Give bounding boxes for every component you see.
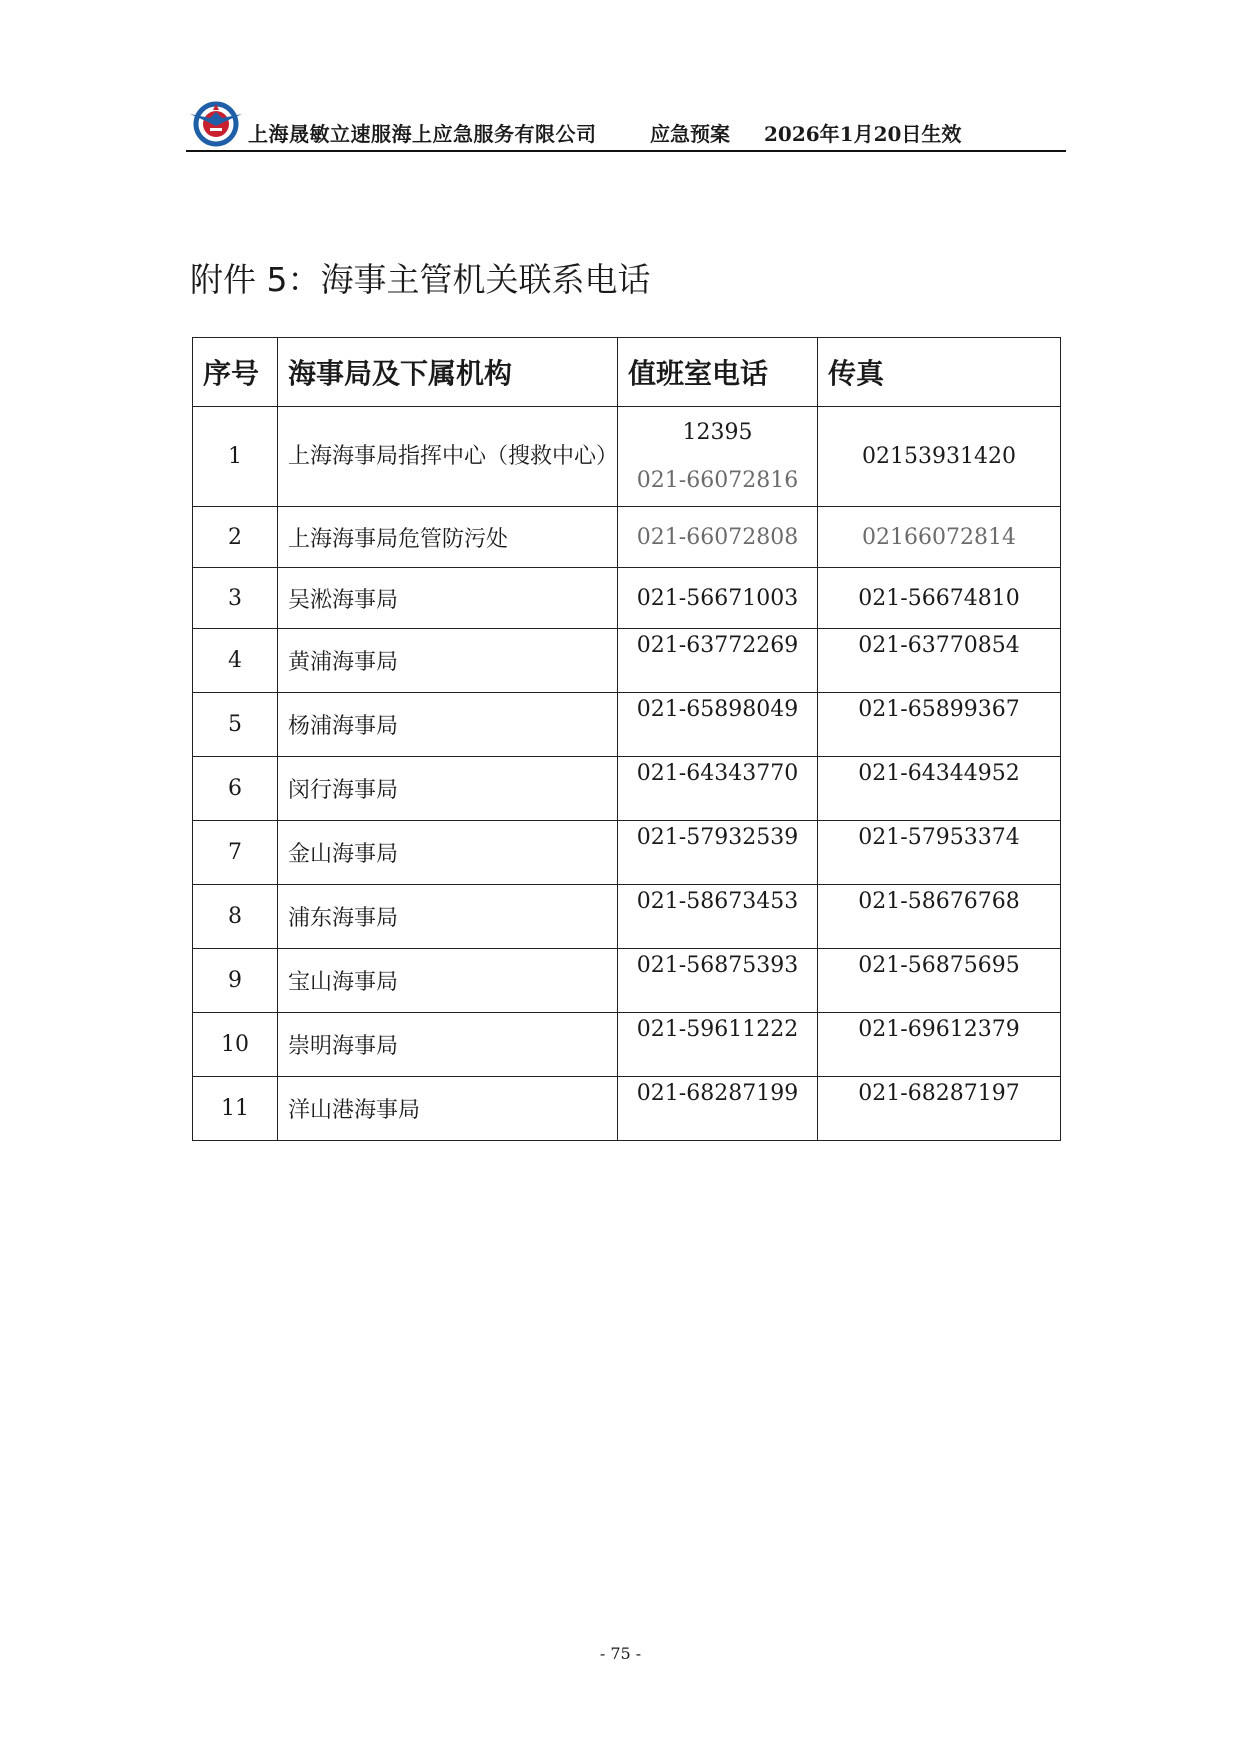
table-row: [193, 507, 1061, 568]
header-document-type: 应急预案: [650, 122, 730, 146]
duty-phone: 021-64343770: [618, 757, 818, 821]
row-number: 8: [193, 885, 278, 949]
table-row: [193, 1013, 1061, 1077]
row-number: 5: [193, 693, 278, 757]
org-name: 吴淞海事局: [278, 568, 618, 629]
duty-phone: 021-58673453: [618, 885, 818, 949]
org-name: [278, 407, 618, 507]
duty-phone-primary: 12395: [682, 419, 753, 445]
duty-phone: 021-68287199: [618, 1077, 818, 1141]
duty-phone-secondary: 021-66072816: [636, 467, 799, 493]
page-number: - 75 -: [599, 1644, 642, 1663]
column-header-fax: 传真: [818, 338, 1061, 407]
column-header-tel: 值班室电话: [618, 338, 818, 407]
fax-number: 021-65899367: [818, 693, 1061, 757]
fax-number: 021-69612379: [818, 1013, 1061, 1077]
table-row: [193, 1077, 1061, 1141]
company-logo-icon: [186, 92, 242, 148]
table-row: [193, 568, 1061, 629]
row-number: 11: [193, 1077, 278, 1141]
fax-number: 021-58676768: [818, 885, 1061, 949]
org-name: 金山海事局: [278, 821, 618, 885]
header-company-name: 上海晟敏立速服海上应急服务有限公司: [248, 122, 597, 146]
org-name: 宝山海事局: [278, 949, 618, 1013]
duty-phone: 021-63772269: [618, 629, 818, 693]
table-header-row: [193, 338, 1061, 407]
duty-phone: 021-57932539: [618, 821, 818, 885]
org-name: 浦东海事局: [278, 885, 618, 949]
fax-number: 021-63770854: [818, 629, 1061, 693]
duty-phone: 021-56671003: [618, 568, 818, 629]
row-number: 9: [193, 949, 278, 1013]
org-name: 黄浦海事局: [278, 629, 618, 693]
org-name: 上海海事局危管防污处: [278, 507, 618, 568]
table-row: [193, 821, 1061, 885]
fax-number: 021-56674810: [818, 568, 1061, 629]
row-number: 2: [193, 507, 278, 568]
duty-phone: 021-59611222: [618, 1013, 818, 1077]
table-row: [193, 949, 1061, 1013]
duty-phone: [618, 407, 818, 507]
duty-phone: 021-56875393: [618, 949, 818, 1013]
header-effective-date: 2026年1月20日生效: [764, 122, 962, 146]
fax-number: 02166072814: [818, 507, 1061, 568]
contacts-table: [192, 337, 1061, 1141]
fax-number: 021-68287197: [818, 1077, 1061, 1141]
column-header-org: 海事局及下属机构: [278, 338, 618, 407]
duty-phone: 021-66072808: [618, 507, 818, 568]
duty-phone: 021-65898049: [618, 693, 818, 757]
table-row: [193, 693, 1061, 757]
row-number: 1: [193, 407, 278, 507]
fax-number: 02153931420: [818, 407, 1061, 507]
row-number: 4: [193, 629, 278, 693]
attachment-title: 附件 5：海事主管机关联系电话: [190, 260, 651, 299]
org-name: 闵行海事局: [278, 757, 618, 821]
row-number: 7: [193, 821, 278, 885]
fax-number: 021-56875695: [818, 949, 1061, 1013]
row-number: 6: [193, 757, 278, 821]
org-name: 杨浦海事局: [278, 693, 618, 757]
table-row: [193, 407, 1061, 507]
page-header: [186, 92, 1066, 152]
row-number: 10: [193, 1013, 278, 1077]
table-row: [193, 885, 1061, 949]
table-row: [193, 757, 1061, 821]
org-name: 洋山港海事局: [278, 1077, 618, 1141]
org-name: 崇明海事局: [278, 1013, 618, 1077]
row-number: 3: [193, 568, 278, 629]
org-name-text: 上海海事局指挥中心（搜救中心）: [288, 443, 619, 469]
fax-number: 021-57953374: [818, 821, 1061, 885]
table-row: [193, 629, 1061, 693]
fax-number: 021-64344952: [818, 757, 1061, 821]
column-header-no: 序号: [193, 338, 278, 407]
